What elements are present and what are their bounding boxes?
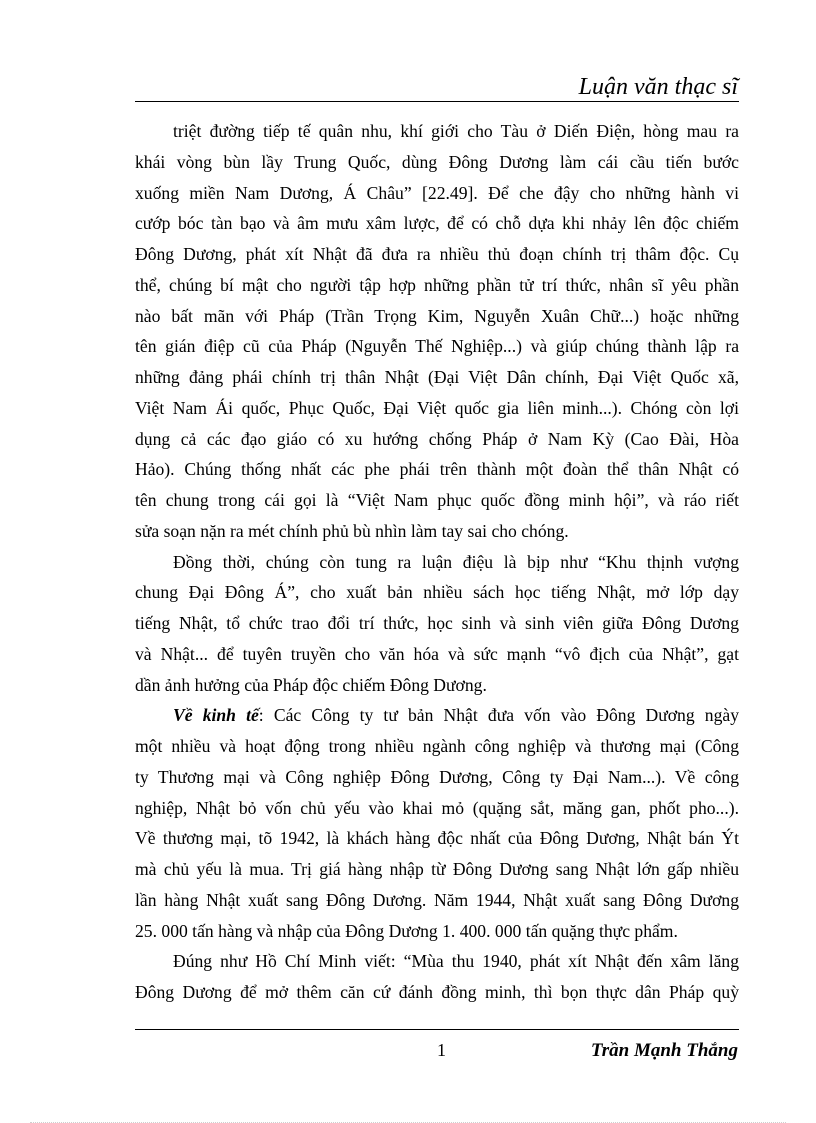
text-line: và Nhật... để tuyên truyền cho văn hóa và sức mạnh “vô địch của Nhật”, gạt	[135, 643, 739, 664]
page-number: 1	[437, 1040, 446, 1060]
text-run: : Các Công ty tư bản Nhật đưa vốn vào Đông Dương ngày	[258, 705, 739, 726]
text-line: nghiệp, Nhật bỏ vốn chủ yếu vào khai mỏ (quặng sắt, măng gan, phốt pho...).	[135, 797, 739, 818]
text-line: ty Thương mại và Công nghiệp Đông Dương, Công ty Đại Nam...). Về công	[135, 766, 739, 787]
text-line: 25. 000 tấn hàng và nhập của Đông Dương 1. 400. 000 tấn quặng thực phẩm.	[135, 920, 678, 941]
text-line: mà chủ yếu là mua. Trị giá hàng nhập từ Đông Dương sang Nhật lớn gấp nhiều	[135, 859, 739, 879]
text-line: thể, chúng bí mật cho người tập hợp những phần tử trí thức, nhân sĩ yêu phần	[135, 274, 739, 295]
paragraph-3	[135, 700, 739, 946]
text-line: những đảng phái chính trị thân Nhật (Đại Việt Dân chính, Đại Việt Quốc xã,	[135, 367, 739, 387]
text-line: tiếng Nhật, tổ chức trao đổi trí thức, học sinh và sinh viên giữa Đông Dương	[135, 613, 739, 633]
text-line: một nhiều và hoạt động trong nhiều ngành công nghiệp và thương mại (Công	[135, 736, 739, 756]
text-line: Hảo). Chúng thống nhất các phe phái trên thành một đoàn thể thân Nhật có	[135, 459, 739, 480]
text-line: Về thương mại, tõ 1942, là khách hàng độc nhất của Đông Dương, Nhật bán Ýt	[135, 828, 739, 849]
text-line: nào bất mãn với Pháp (Trần Trọng Kim, Nguyễn Xuân Chữ...) hoặc những	[135, 305, 739, 326]
text-line: Đông Dương để mở thêm căn cứ đánh đồng minh, thì bọn thực dân Pháp quỳ	[135, 982, 739, 1002]
author-name: Trần Mạnh Thắng	[590, 1040, 738, 1061]
running-header-title: Luận văn thạc sĩ	[578, 74, 738, 100]
text-line: Đồng thời, chúng còn tung ra luận điệu là bịp như “Khu thịnh vượng	[173, 551, 739, 572]
paragraph-2	[135, 547, 739, 701]
text-line: cướp bóc tàn bạo và âm mưu xâm lược, để có chỗ dựa khi nhảy lên độc chiếm	[135, 213, 739, 234]
text-line: tên chung trong cái gọi là “Việt Nam phục quốc đồng minh hội”, và ráo riết	[135, 490, 739, 510]
text-line: chung Đại Đông Á”, cho xuất bản nhiều sách học tiếng Nhật, mở lớp dạy	[135, 582, 739, 603]
text-line: dần ảnh hưởng của Pháp độc chiếm Đông Dương.	[135, 674, 487, 695]
text-line: Việt Nam Ái quốc, Phục Quốc, Đại Việt quốc gia liên minh...). Chóng còn lợi	[135, 397, 739, 418]
paragraph-1	[135, 116, 739, 547]
text-line: Đông Dương, phát xít Nhật đã đưa ra nhiều thủ đoạn chính trị thâm độc. Cụ	[135, 244, 739, 264]
paragraph-4	[135, 946, 739, 1008]
section-lead-in: Về kinh tế	[173, 705, 259, 726]
header-rule	[135, 101, 739, 102]
text-line: Đúng như Hồ Chí Minh viết: “Mùa thu 1940, phát xít Nhật đến xâm lăng	[173, 951, 739, 972]
text-line: lần hàng Nhật xuất sang Đông Dương. Năm 1944, Nhật xuất sang Đông Dương	[135, 889, 739, 910]
text-line: sửa soạn nặn ra mét chính phủ bù nhìn làm tay sai cho chóng.	[135, 520, 569, 541]
text-line: khái vòng bùn lầy Trung Quốc, dùng Đông Dương làm cái cầu tiến bước	[135, 151, 739, 172]
body-text	[135, 116, 739, 1008]
text-line: dụng cả các đạo giáo có xu hướng chống Pháp ở Nam Kỳ (Cao Đài, Hòa	[135, 428, 739, 449]
footer-rule	[135, 1029, 739, 1030]
text-line: tên gián điệp cũ của Pháp (Nguyễn Thế Nghiệp...) và giúp chúng thành lập ra	[135, 336, 739, 357]
text-line: xuống miền Nam Dương, Á Châu” [22.49]. Để che đậy cho những hành vi	[135, 182, 739, 203]
text-line: triệt đường tiếp tế quân nhu, khí giới cho Tàu ở Diến Điện, hòng mau ra	[173, 121, 739, 141]
text-line	[135, 700, 739, 731]
